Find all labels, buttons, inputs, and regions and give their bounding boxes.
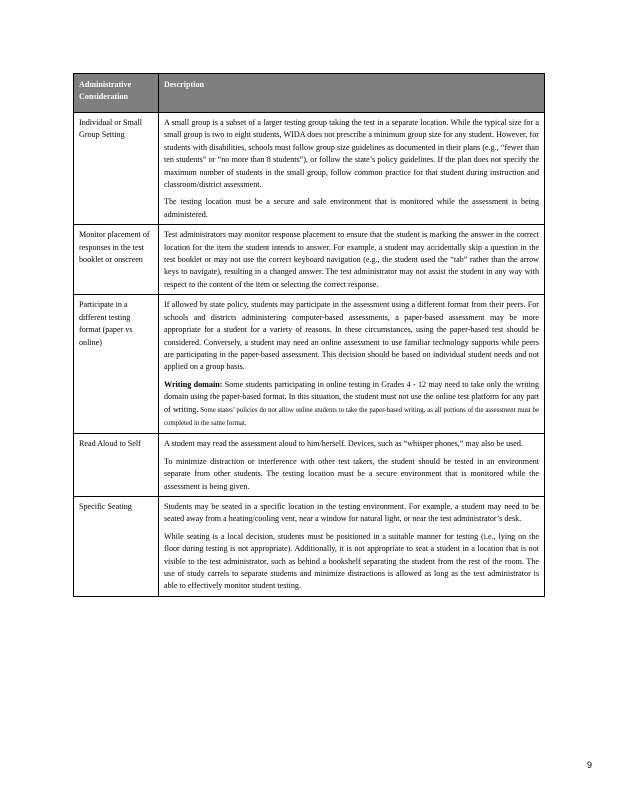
table-row (74, 496, 545, 596)
table-header-row (74, 74, 545, 113)
accommodations-table (73, 73, 545, 597)
description-cell (159, 225, 545, 295)
description-paragraph: Students may be seated in a specific location in the testing environment. For example, a student may need to be seated away from a heating/cooling vent, near a window for natural light, or near the test administrator’s desk. (164, 501, 539, 524)
header-consideration: Administrative Consideration (74, 74, 159, 113)
description-cell (159, 295, 545, 434)
table-row (74, 225, 545, 295)
description-paragraph: A small group is a subset of a larger testing group taking the test in a separate location. While the typical size for a small group is two to eight students, WIDA does not prescribe a minimum group size for any student. However, for students with disabilities, schools must follow group size guidelines as documented in their plans (e.g., “fewer than ten students” or “no more than 8 students”), or follow the state’s policy guidelines. If the plan does not specify the maximum number of students in the small group, follow common practice for that student during instruction and classroom/district assessment. (164, 118, 539, 190)
consideration-cell: Individual or Small Group Setting (74, 113, 159, 225)
writing-domain-text: Some students participating in online testing in Grades 4 - 12 may need to take only the writing domain using the paper-based format. In this situation, the student must not use the online test platform for any part of writing. (164, 379, 539, 414)
writing-domain-label: Writing domain: (164, 379, 223, 389)
description-paragraph: The testing location must be a secure and safe environment that is monitored while the assessment is being administered. (164, 197, 539, 219)
page-number: 9 (587, 760, 593, 770)
table-row (74, 434, 545, 497)
description-cell (159, 496, 545, 596)
writing-domain-small-note: Some states’ policies do not allow online students to take the paper-based writing, as all portions of the assessment must be completed in the same format. (164, 406, 540, 427)
description-cell (159, 113, 545, 225)
description-paragraph (164, 379, 539, 431)
description-paragraph: Test administrators may monitor response placement to ensure that the student is marking the answer in the correct location for the item the student intends to answer. For example, a student may accidentally skip a question in the test booklet or may not use the correct keyboard navigation (e.g., the student used the “tab” rather than the arrow keys to navigate), resulting in a changed answer. The test administrator may not assist the student in any way with respect to the content of the item or selecting the correct response. (164, 230, 539, 289)
table-row (74, 295, 545, 434)
consideration-cell: Monitor placement of responses in the test booklet or onscreen (74, 225, 159, 295)
table-row (74, 113, 545, 225)
description-paragraph: A student may read the assessment aloud to him/herself. Devices, such as “whisper phones,” may also be used. (164, 439, 523, 449)
description-paragraph: If allowed by state policy, students may participate in the assessment using a different format from their peers. For schools and districts administering computer-based assessments, a paper-based assessment may be more appropriate for a student for a variety of reasons. In these circumstances, using the paper-based test should be considered. Conversely, a student may need an online assessment to use familiar technology supports while peers are participating in the paper-based assessment. This decision should be based on individual student needs and not applied on a group basis. (164, 300, 539, 372)
consideration-cell: Participate in a different testing format (paper vs online) (74, 295, 159, 434)
consideration-cell: Specific Seating (74, 496, 159, 596)
header-description: Description (159, 74, 545, 113)
description-paragraph: To minimize distraction or interference with other test takers, the student should be tested in an environment separate from other students. The testing location must be a secure environment that is monitored while the assessment is being given. (164, 456, 539, 491)
consideration-cell: Read Aloud to Self (74, 434, 159, 497)
description-paragraph: While seating is a local decision, students must be positioned in a suitable manner for testing (i.e., lying on the floor during testing is not appropriate). Additionally, it is not appropriate to seat a student in a location that is not visible to the test administrator, such as behind a bookshelf separating the student from the rest of the room. The use of study carrels to separate students and minimize distractions is allowed as long as the test administrator is able to effectively monitor student testing. (164, 531, 539, 591)
description-cell (159, 434, 545, 497)
